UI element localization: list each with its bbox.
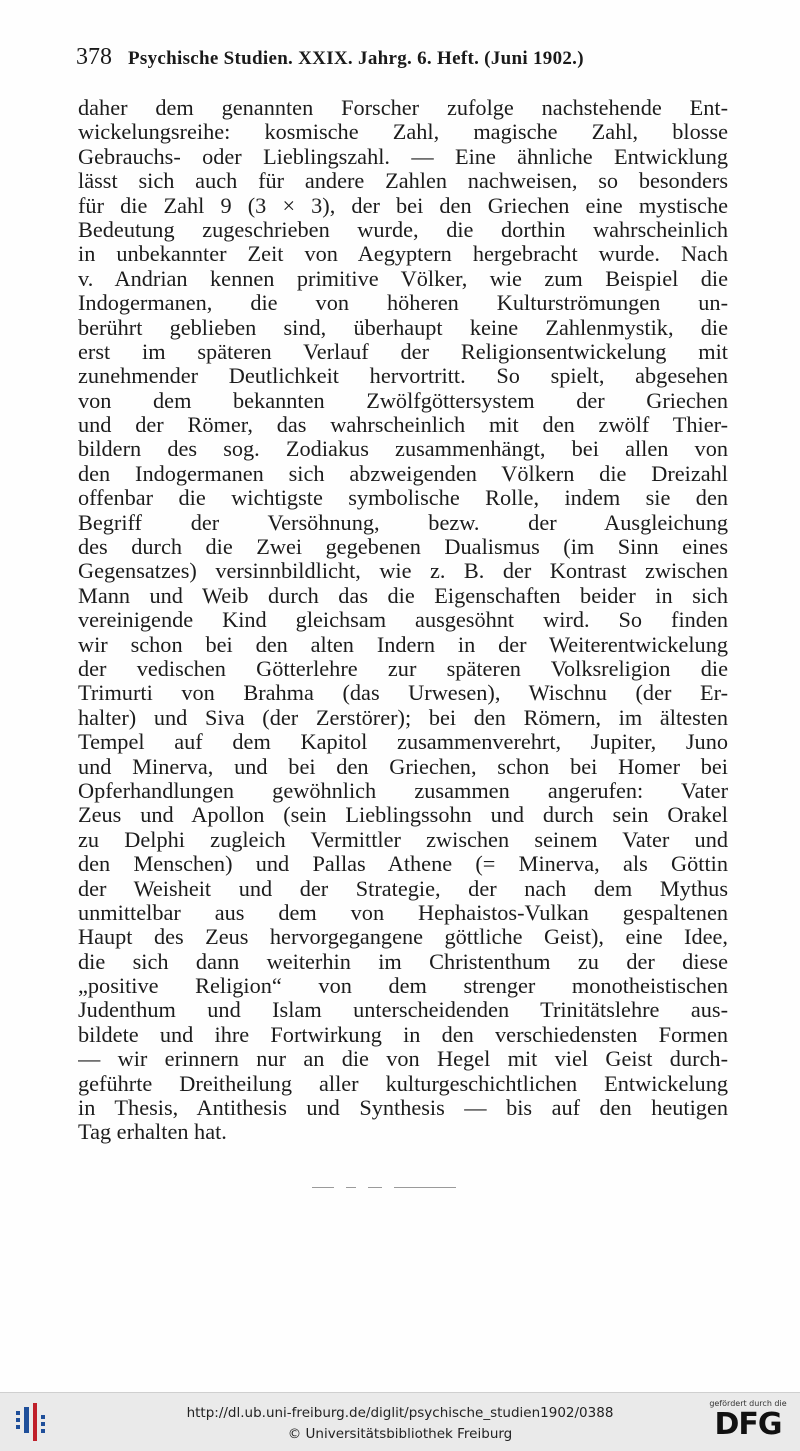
text-line: in unbekannter Zeit von Aegyptern hergebracht wurde. Nach <box>78 242 728 267</box>
text-line: unmittelbar aus dem von Hephaistos-Vulkan gespaltenen <box>78 900 728 925</box>
text-line: zunehmender Deutlichkeit hervortritt. So spielt, abgesehen <box>78 364 728 389</box>
closing-rule <box>312 1187 508 1189</box>
rule-segment <box>368 1187 382 1188</box>
text-line: lässt sich auch für andere Zahlen nachweisen, so besonders <box>78 169 728 194</box>
text-line: für die Zahl 9 (3 × 3), der bei den Griechen eine mystische <box>78 193 728 218</box>
text-line: Judenthum und Islam unterscheidenden Trinitätslehre aus- <box>78 998 728 1023</box>
text-line: der Weisheit und der Strategie, der nach dem Mythus <box>78 876 728 901</box>
rule-segment <box>312 1187 334 1188</box>
viewer-footer <box>0 1392 800 1451</box>
funder-note: gefördert durch die <box>709 1399 787 1408</box>
text-line: Tag erhalten hat. <box>78 1120 227 1145</box>
text-line: Bedeutung zugeschrieben wurde, die dorthin wahrscheinlich <box>78 217 728 242</box>
text-line: die sich dann weiterhin im Christenthum zu der diese <box>78 949 728 974</box>
text-line: Gebrauchs- oder Lieblingszahl. — Eine ähnliche Entwicklung <box>78 144 728 169</box>
text-line: berührt geblieben sind, überhaupt keine Zahlenmystik, die <box>78 315 728 340</box>
text-line: geführte Dreitheilung aller kulturgeschichtlichen Entwickelung <box>78 1071 728 1096</box>
text-line: Zeus und Apollon (sein Lieblingssohn und durch sein Orakel <box>78 803 728 828</box>
text-line: vereinigende Kind gleichsam ausgesöhnt wird. So finden <box>78 608 728 633</box>
rule-segment <box>394 1187 456 1188</box>
text-line: — wir erinnern nur an die von Hegel mit viel Geist durch- <box>78 1047 728 1072</box>
page-header <box>76 44 726 78</box>
text-line: Opferhandlungen gewöhnlich zusammen angerufen: Vater <box>78 778 728 803</box>
text-line: Indogermanen, die von höheren Kulturströmungen un- <box>78 291 728 316</box>
page-number: 378 <box>76 44 112 70</box>
text-line: Gegensatzes) versinnbildlicht, wie z. B. der Kontrast zwischen <box>78 559 728 584</box>
text-line: von dem bekannten Zwölfgöttersystem der Griechen <box>78 388 728 413</box>
text-line: bildern des sog. Zodiakus zusammenhängt, bei allen von <box>78 437 728 462</box>
body-text <box>78 96 728 1145</box>
text-line: und Minerva, und bei den Griechen, schon bei Homer bei <box>78 754 728 779</box>
text-line: Tempel auf dem Kapitol zusammenverehrt, Jupiter, Juno <box>78 730 728 755</box>
rule-segment <box>346 1187 356 1188</box>
text-line: „positive Religion“ von dem strenger monotheistischen <box>78 974 728 999</box>
text-line: erst im späteren Verlauf der Religionsentwickelung mit <box>78 339 728 364</box>
text-line: v. Andrian kennen primitive Völker, wie zum Beispiel die <box>78 266 728 291</box>
text-line: Haupt des Zeus hervorgegangene göttliche Geist), eine Idee, <box>78 925 728 950</box>
running-title: Psychische Studien. XXIX. Jahrg. 6. Heft. (Juni 1902.) <box>128 48 584 69</box>
text-line: wir schon bei den alten Indern in der Weiterentwickelung <box>78 632 728 657</box>
text-line: des durch die Zwei gegebenen Dualismus (im Sinn eines <box>78 535 728 560</box>
text-line: bildete und ihre Fortwirkung in den verschiedensten Formen <box>78 1022 728 1047</box>
copyright-notice: © Universitätsbibliothek Freiburg <box>287 1426 513 1442</box>
text-line: der vedischen Götterlehre zur späteren Volksreligion die <box>78 656 728 681</box>
dfg-logo-text: DFG <box>714 1407 782 1442</box>
dfg-logo <box>706 1399 790 1447</box>
text-line: halter) und Siva (der Zerstörer); bei den Römern, im ältesten <box>78 705 728 730</box>
text-line: Begriff der Versöhnung, bezw. der Ausgleichung <box>78 510 728 535</box>
text-line: den Menschen) und Pallas Athene (= Minerva, als Göttin <box>78 852 728 877</box>
text-line: wickelungsreihe: kosmische Zahl, magische Zahl, blosse <box>78 120 728 145</box>
text-line: in Thesis, Antithesis und Synthesis — bis auf den heutigen <box>78 1096 728 1121</box>
document-url-link[interactable]: http://dl.ub.uni-freiburg.de/diglit/psychische_studien1902/0388 <box>186 1405 614 1421</box>
text-line: offenbar die wichtigste symbolische Rolle, indem sie den <box>78 486 728 511</box>
text-line: daher dem genannten Forscher zufolge nachstehende Ent- <box>78 96 728 120</box>
text-line: den Indogermanen sich abzweigenden Völkern die Dreizahl <box>78 461 728 486</box>
text-line: und der Römer, das wahrscheinlich mit den zwölf Thier- <box>78 413 728 438</box>
text-line: zu Delphi zugleich Vermittler zwischen seinem Vater und <box>78 827 728 852</box>
text-line: Trimurti von Brahma (das Urwesen), Wischnu (der Er- <box>78 681 728 706</box>
text-line: Mann und Weib durch das die Eigenschaften beider in sich <box>78 583 728 608</box>
